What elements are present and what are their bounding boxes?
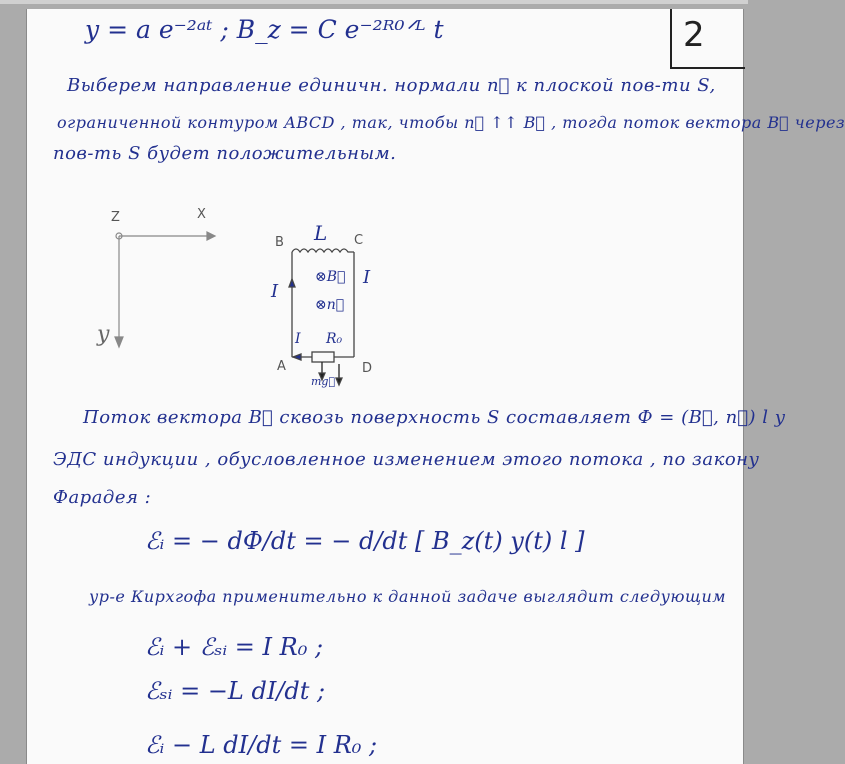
axis-x-label: X: [197, 207, 206, 222]
page-number: 2: [683, 15, 705, 55]
text-line: ЭДС индукции , обусловленное изменением этого потока , по закону: [53, 449, 760, 470]
document-page: [26, 9, 845, 764]
corner-c: C: [354, 233, 364, 248]
equation-combined: ℰᵢ − L dI/dt = I R₀ ;: [145, 731, 378, 759]
field-b-label: ⊗B⃗: [315, 269, 346, 285]
text-line: Фарадея :: [53, 487, 152, 508]
viewer-top-bar: [0, 0, 770, 4]
current-right-label: I: [363, 267, 371, 288]
corner-d: D: [362, 361, 373, 376]
corner-a: A: [277, 359, 286, 374]
resistor-label: R₀: [326, 331, 343, 347]
inductor-label: L: [314, 221, 328, 245]
x-arrow: [207, 232, 215, 240]
equation-y-bz: y = a e⁻²ᵃᵗ ; B_z = C e⁻²ᴿ⁰ᐟᴸ t: [85, 15, 444, 44]
equation-self-emf: ℰₛᵢ = −L dI/dt ;: [145, 677, 326, 705]
text-line: пов-ть S будет положительным.: [53, 143, 397, 164]
equation-kirchhoff: ℰᵢ + ℰₛᵢ = I R₀ ;: [145, 633, 324, 661]
velocity-head: [336, 378, 342, 385]
axis-z-label: Z: [111, 210, 120, 225]
circuit-diagram: [27, 9, 743, 409]
y-arrow: [115, 337, 123, 347]
text-line: Поток вектора B⃗ сквозь поверхность S составляет Ф = (B⃗, n⃗) l y: [83, 407, 786, 428]
current-arrow-bottom: [293, 354, 301, 360]
text-line: ур-е Кирхгофа применительно к данной задаче выглядит следующим: [89, 587, 727, 606]
current-bottom-label: I: [295, 331, 301, 347]
inductor-coil: [292, 249, 354, 252]
text-line: ограниченной контуром ABCD , так, чтобы n⃗ ↑↑ B⃗ , тогда поток вектора B⃗ через: [57, 113, 845, 132]
normal-n-label: ⊗n⃗: [315, 297, 345, 313]
current-arrow-left: [289, 279, 295, 287]
corner-b: B: [275, 235, 284, 250]
axis-y-label: y: [97, 322, 110, 347]
text-line: Выберем направление единичн. нормали n⃗ к плоской пов-ти S,: [67, 75, 716, 96]
current-left-label: I: [271, 281, 279, 302]
coordinate-axes: [115, 232, 215, 347]
resistor-symbol: [312, 352, 334, 362]
equation-emf: ℰᵢ = − dФ/dt = − d/dt [ B_z(t) y(t) l ]: [145, 527, 585, 555]
gravity-label: mg⃗: [311, 375, 336, 388]
